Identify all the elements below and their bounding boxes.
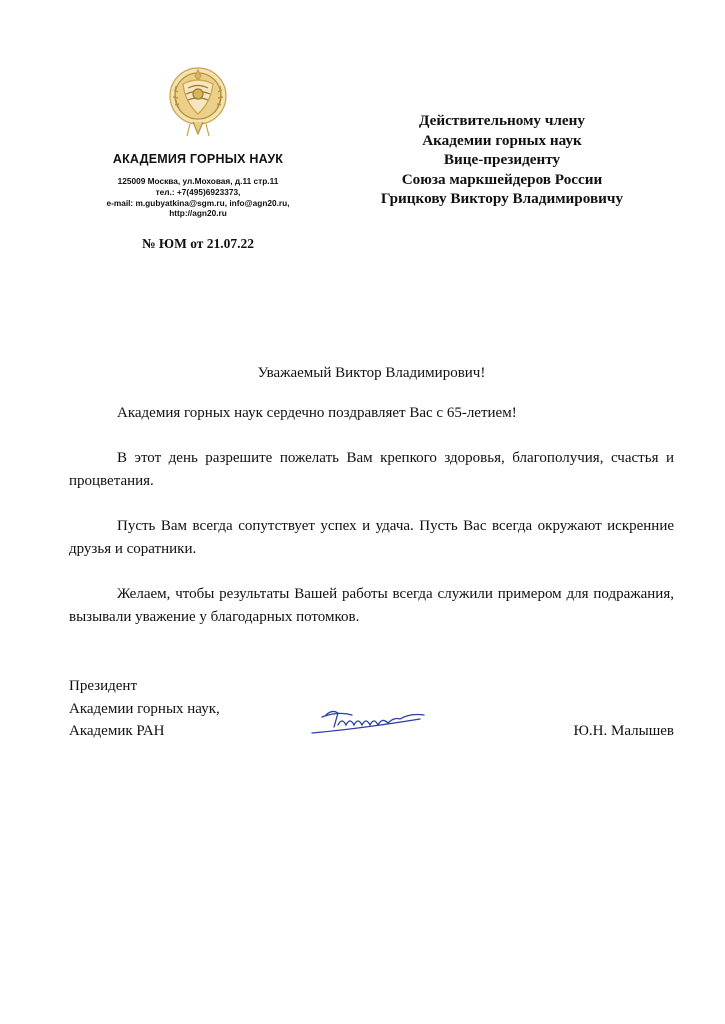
signatory-title: Академии горных наук, [69, 700, 220, 717]
paragraph: Пусть Вам всегда сопутствует успех и удача. Пусть Вас всегда окружают искренние друзья и соратники. [69, 518, 674, 557]
signatory-titles [69, 675, 220, 743]
letter-body [69, 362, 674, 628]
organization-name: АКАДЕМИЯ ГОРНЫХ НАУК [112, 152, 284, 166]
letterhead [78, 56, 318, 252]
phone-line: тел.: +7(495)6923373, [155, 186, 241, 197]
handwritten-signature [308, 703, 428, 739]
addressee-line: Действительному члену [419, 112, 585, 129]
address-line: 125009 Москва, ул.Моховая, д.11 стр.11 [117, 176, 279, 186]
paragraph: Академия горных наук сердечно поздравляет Вас с 65-летием! [117, 404, 517, 421]
addressee-line: Вице-президенту [443, 151, 561, 169]
academy-crest-emblem-icon [163, 56, 233, 140]
contact-info [78, 176, 318, 219]
paragraph: Желаем, чтобы результаты Вашей работы всегда служили примером для подражания, вызывали уважение у благодарных потомков. [69, 586, 674, 625]
addressee-block [348, 111, 656, 209]
addressee-name: Грицкову Виктору Владимировичу [380, 190, 624, 208]
salutation: Уважаемый Виктор Владимирович! [257, 365, 486, 381]
signer-name: Ю.Н. Малышев [573, 723, 674, 739]
website-line: http://agn20.ru [169, 208, 227, 219]
paragraph: В этот день разрешите пожелать Вам крепкого здоровья, благополучия, счастья и процветания. [69, 450, 674, 489]
email-line: e-mail: m.gubyatkina@sgm.ru, info@agn20.ru, [106, 197, 290, 208]
signatory-title: Президент [69, 678, 137, 694]
addressee-line: Академии горных наук [422, 131, 582, 149]
addressee-line: Союза маркшейдеров России [401, 170, 603, 188]
document-number: № ЮМ от 21.07.22 [141, 236, 255, 252]
signatory-title: Академик РАН [69, 723, 165, 739]
